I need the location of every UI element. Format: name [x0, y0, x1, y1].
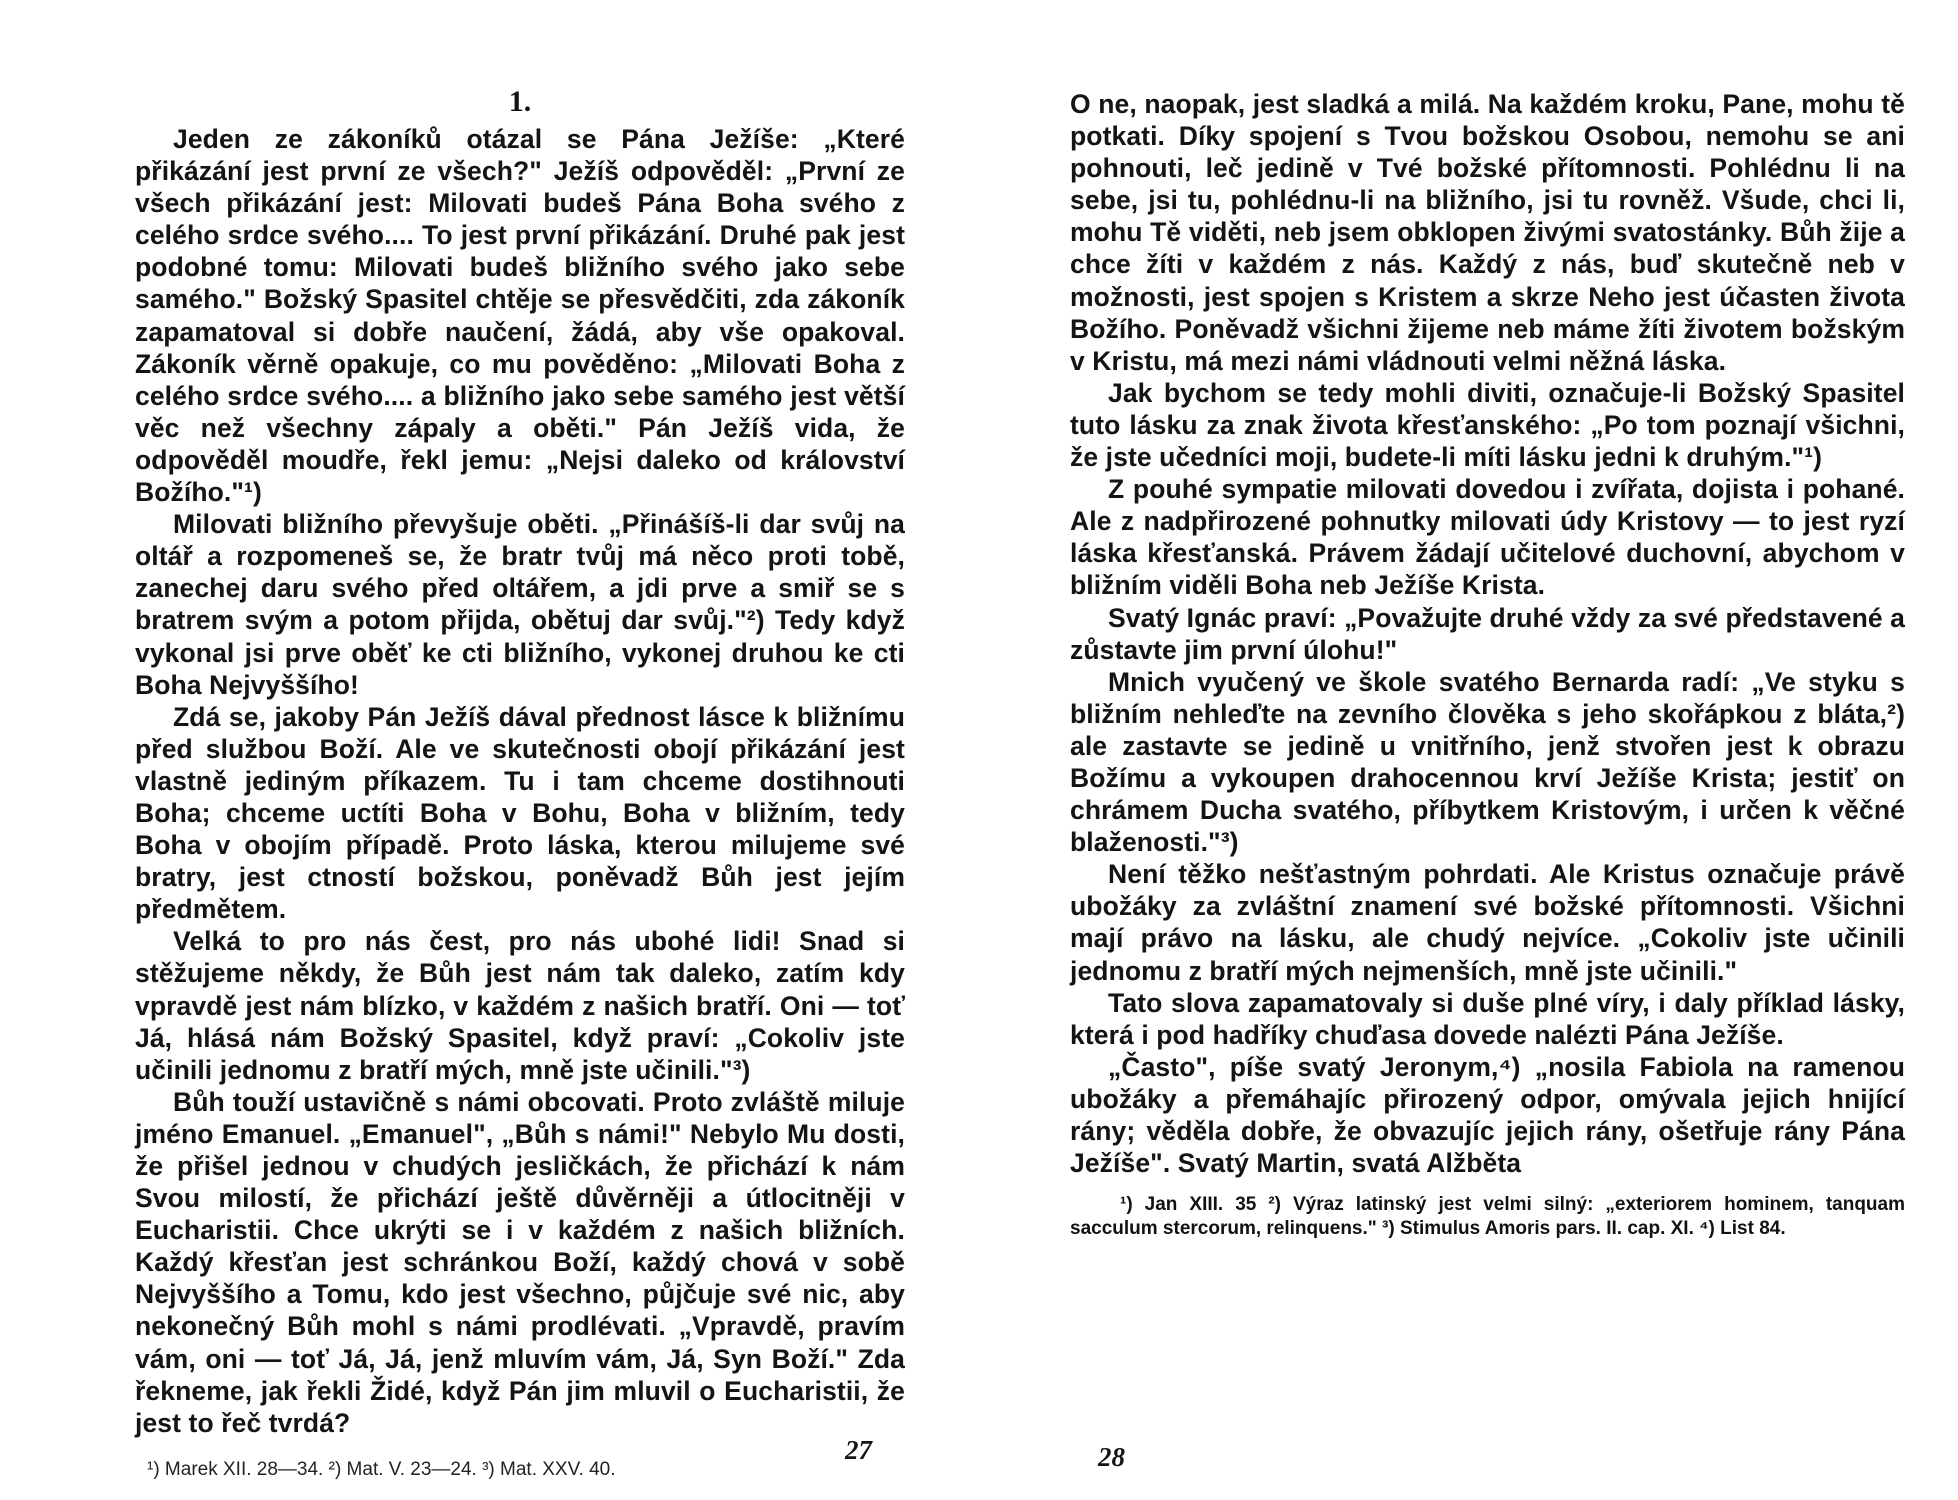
right-page-number: 28: [1098, 1442, 1125, 1472]
paragraph: Zdá se, jakoby Pán Ježíš dával přednost lásce k bližnímu před službou Boží. Ale ve skutečnosti obojí přikázání jest vlastně jediným příkazem. Tu i tam chceme dostihnouti Boha; chceme uctíti Boha v Bohu, Boha v bližním, tedy Boha v obojím případě. Proto láska, kterou milujeme své bratry, jest ctností božskou, poněvadž Bůh jest jejím předmětem.: [135, 701, 905, 925]
paragraph: Není těžko nešťastným pohrdati. Ale Kristus označuje právě ubožáky za zvláštní znamení své božské přítomnosti. Všichni mají právo na lásku, ale chudý nejvíce. „Cokoliv jste učinili jednomu z bratří mých nejmenších, mně jste učinili.": [1070, 859, 1905, 986]
left-page: [135, 0, 905, 1481]
right-page-body: [1070, 88, 1905, 1179]
paragraph: Tato slova zapamatovaly si duše plné víry, i daly příklad lásky, která i pod hadříky chuďasa dovede nalézti Pána Ježíše.: [1070, 987, 1905, 1050]
paragraph: Jak bychom se tedy mohli diviti, označuje-li Božský Spasitel tuto lásku za znak života křesťanského: „Po tom poznají všichni, že jste učedníci moji, budete-li míti lásku jedni k druhým."¹): [1070, 377, 1905, 473]
right-footnotes: ¹) Jan XIII. 35 ²) Výraz latinský jest velmi silný: „exteriorem hominem, tanquam sacculum stercorum, relinquens." ³) Stimulus Amoris pars. II. cap. XI. ⁴) List 84.: [1070, 1194, 1905, 1240]
right-page: [1070, 0, 1905, 1241]
left-page-body: [135, 123, 905, 1439]
paragraph: Jeden ze zákoníků otázal se Pána Ježíše: „Které přikázání jest první ze všech?" Ježíš odpověděl: „První ze všech přikázání jest: Milovati budeš Pána Boha svého z celého srdce svého.... To jest první přikázání. Druhé pak jest podobné tomu: Milovati budeš bližního svého jako sebe samého." Božský Spasitel chtěje se přesvědčiti, zda zákoník zapamatoval si dobře naučení, žádá, aby vše opakoval. Zákoník věrně opakuje, co mu pověděno: „Milovati Boha z celého srdce svého.... a bližního jako sebe samého jest větší věc než všechny zápaly a oběti." Pán Ježíš vida, že odpověděl moudře, řekl jemu: „Nejsi daleko od království Božího."¹): [135, 124, 905, 508]
left-page-number: 27: [845, 1435, 872, 1465]
paragraph: Mnich vyučený ve škole svatého Bernarda radí: „Ve styku s bližním nehleďte na zevního člověka s jeho skořápkou z bláta,²) ale zastavte se jedině u vnitřního, jenž stvořen jest k obrazu Božímu a vykoupen drahocennou krví Ježíše Krista; jestiť on chrámem Ducha svatého, příbytkem Kristovým, i určen k věčné blaženosti."³): [1070, 666, 1905, 858]
paragraph: Milovati bližního převyšuje oběti. „Přinášíš-li dar svůj na oltář a rozpomeneš se, že bratr tvůj má něco proti tobě, zanechej daru svého před oltářem, a jdi prve a smiř se s bratrem svým a potom přijda, obětuj dar svůj."²) Tedy když vykonal jsi prve oběť ke cti bližního, vykonej druhou ke cti Boha Nejvyššího!: [135, 509, 905, 700]
paragraph: Velká to pro nás čest, pro nás ubohé lidi! Snad si stěžujeme někdy, že Bůh jest nám tak daleko, zatím kdy vpravdě jest nám blízko, v každém z našich bratří. Oni — toť Já, hlásá nám Božský Spasitel, když praví: „Cokoliv jste učinili jednomu z bratří mých, mně jste učinili."³): [135, 926, 905, 1085]
chapter-number: 1.: [508, 85, 532, 118]
paragraph: Z pouhé sympatie milovati dovedou i zvířata, dojista i pohané. Ale z nadpřirozené pohnutky milovati údy Kristovy — to jest ryzí láska křesťanská. Právem žádají učitelové duchovní, abychom v bližním viděli Boha neb Ježíše Krista.: [1070, 474, 1905, 601]
paragraph: Bůh touží ustavičně s námi obcovati. Proto zvláště miluje jméno Emanuel. „Emanuel", „Bůh s námi!" Nebylo Mu dosti, že přišel jednou v chudých jesličkách, že přichází k nám Svou milostí, že přichází ještě důvěrněji a útlocitněji v Eucharistii. Chce ukrýti se i v každém z našich bližních. Každý křesťan jest schránkou Boží, každý chová v sobě Nejvyššího a Tomu, kdo jest všechno, půjčuje své nic, aby nekonečný Bůh mohl s námi prodlévati. „Vpravdě, pravím vám, oni — toť Já, Já, jenž mluvím vám, Já, Syn Boží." Zda řekneme, jak řekli Židé, když Pán jim mluvil o Eucharistii, že jest to řeč tvrdá?: [135, 1086, 905, 1438]
paragraph: „Často", píše svatý Jeronym,⁴) „nosila Fabiola na ramenou ubožáky a přemáhajíc přirozený odpor, omývala jejich hnijící rány; věděla dobře, že obvazujíc jejich rány, ošetřuje rány Pána Ježíše". Svatý Martin, svatá Alžběta: [1070, 1051, 1905, 1179]
left-footnotes: ¹) Marek XII. 28—34. ²) Mat. V. 23—24. ³) Mat. XXV. 40.: [147, 1458, 616, 1480]
paragraph: O ne, naopak, jest sladká a milá. Na každém kroku, Pane, mohu tě potkati. Díky spojení s Tvou božskou Osobou, nemohu se ani pohnouti, leč jedině v Tvé božské přítomnosti. Pohlédnu li na sebe, jsi tu, pohlédnu-li na bližního, jsi tu rovněž. Všude, chci li, mohu Tě viděti, neb jsem obklopen živými svatostánky. Bůh žije a chce žíti v každém z nás. Každý z nás, buď skutečně neb v možnosti, jest spojen s Kristem a skrze Neho jest účasten života Božího. Poněvadž všichni žijeme neb máme žíti životem božským v Kristu, má mezi námi vládnouti velmi něžná láska.: [1070, 89, 1905, 376]
paragraph: Svatý Ignác praví: „Považujte druhé vždy za své představené a zůstavte jim první úlohu!": [1070, 602, 1905, 665]
